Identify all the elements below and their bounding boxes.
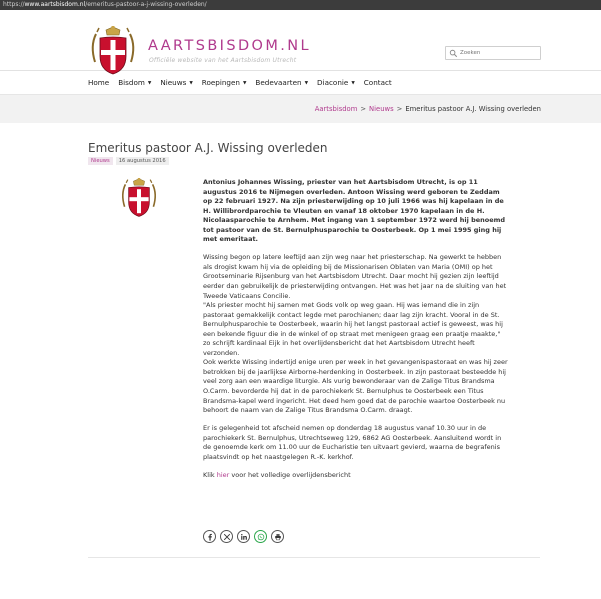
chevron-down-icon: ▼ (242, 81, 247, 86)
share-facebook-button[interactable] (203, 530, 216, 543)
article-paragraph: Ook werkte Wissing indertijd enige uren per week in het gevangenispastoraat en was hij zeer betrokken bij de jaarlijkse Airborne-herdenking in Oosterbeek. In zijn pastoraat besteedde hij veel zorg aan een waardige liturgie. Als vurig bewonderaar van de Zalige Titus Brandsma O.Carm. bevorderde hij dat in de parochiekerk St. Bernulphus te Oosterbeek een Titus Brandsma-kapel werd ingericht. Het deed hem goed dat de parochie waartoe Oosterbeek nu behoort de naam van de Zalige Titus Brandsma O.Carm. draagt. (203, 358, 508, 415)
chevron-down-icon: ▼ (304, 81, 309, 86)
facebook-icon (206, 533, 214, 541)
breadcrumb-separator: > (396, 105, 403, 113)
coat-of-arms-image-icon (119, 177, 159, 219)
search-box[interactable] (445, 46, 541, 60)
page-title: Emeritus pastoor A.J. Wissing overleden (88, 141, 328, 155)
share-linkedin-button[interactable] (237, 530, 250, 543)
chevron-down-icon: ▼ (189, 81, 193, 86)
nav-item-roepingen[interactable] (202, 71, 247, 94)
print-button[interactable] (271, 530, 284, 543)
nav-item-nieuws[interactable] (160, 71, 192, 94)
category-badge[interactable]: Nieuws (88, 157, 113, 165)
share-whatsapp-button[interactable] (254, 530, 267, 543)
coat-of-arms-logo-icon[interactable] (88, 26, 138, 76)
main-nav (0, 71, 601, 95)
url-prefix: https:// (3, 1, 25, 8)
nav-label: Contact (363, 78, 392, 87)
site-tagline: Officiële website van het Aartsbisdom Utrecht (149, 57, 297, 64)
nav-item-contact[interactable] (364, 71, 392, 94)
date-badge: 16 augustus 2016 (116, 157, 169, 165)
divider (88, 557, 540, 558)
nav-item-home[interactable] (88, 71, 109, 94)
article-body (203, 178, 509, 489)
nav-item-diaconie[interactable] (317, 71, 355, 94)
breadcrumb-home-link[interactable]: Aartsbisdom (314, 105, 358, 113)
full-notice-link[interactable]: hier (216, 470, 230, 479)
search-input[interactable] (460, 50, 530, 56)
nav-label: Bisdom (118, 78, 145, 87)
nav-label: Bedevaarten (255, 78, 302, 87)
chevron-down-icon: ▼ (147, 81, 152, 86)
print-icon (274, 533, 282, 541)
breadcrumb-section-link[interactable]: Nieuws (369, 105, 394, 113)
share-buttons (203, 530, 284, 543)
nav-item-bisdom[interactable] (118, 71, 151, 94)
article-meta (88, 157, 169, 165)
whatsapp-icon (257, 533, 265, 541)
share-x-button[interactable] (220, 530, 233, 543)
url-host: www.aartsbisdom.nl (24, 1, 86, 8)
article-paragraph: Er is gelegenheid tot afscheid nemen op donderdag 18 augustus vanaf 10.30 uur in de parochiekerk St. Bernulphus, Utrechtseweg 129, 6862 AG Oosterbeek. Aansluitend wordt in de genoemde kerk om 11.00 uur de Eucharistie ten uitvaart gevierd, waarna de begrafenis plaatsvindt op het naastgelegen R.-K. kerkhof. (203, 424, 502, 461)
breadcrumb-separator: > (360, 105, 367, 113)
chevron-down-icon: ▼ (351, 81, 355, 86)
site-name[interactable]: AARTSBISDOM.NL (148, 38, 311, 54)
x-icon (223, 533, 231, 541)
nav-item-bedevaarten[interactable] (255, 71, 308, 94)
url-path: /emeritus-pastoor-a-j-wissing-overleden/ (85, 1, 207, 8)
nav-label: Roepingen (201, 78, 240, 87)
site-header (0, 10, 601, 71)
nav-label: Diaconie (317, 78, 349, 87)
nav-label: Home (88, 78, 110, 87)
linkedin-icon (240, 533, 248, 541)
article-paragraph: Wissing begon op latere leeftijd aan zijn weg naar het priesterschap. Na gewerkt te hebben als drogist kwam hij via de opleiding bij de Missionarisen Oblaten van Maria (OMI) op het Grootseminarie Rijsenburg van het Aartsbisdom Utrecht. Daar mocht hij gezien zijn leeftijd eerder dan gebruikelijk de priesterwijding ontvangen. Het was het jaar na de sluiting van het Tweede Vaticaans Concilie. (203, 253, 507, 300)
link-suffix: voor het volledige overlijdensbericht (231, 470, 351, 479)
browser-url-bar[interactable] (0, 0, 601, 10)
search-icon[interactable] (449, 49, 458, 58)
breadcrumb-bar (0, 95, 601, 123)
article-paragraph: "Als priester mocht hij samen met Gods volk op weg gaan. Hij was iemand die in zijn pastoraat gemakkelijk contact legde met parochianen; daar lag zijn kracht. Vooral in de St. Bernulphusparochie te Oosterbeek, waarin hij het langst pastoraal actief is geweest, was hij een bekende figuur die in de winkel of op straat met menigeen graag een praatje maakte," zo schrijft kardinaal Eijk in het overlijdensbericht dat het Aartsbisdom Utrecht heeft verzonden. (203, 301, 503, 357)
breadcrumb-current: Emeritus pastoor A.J. Wissing overleden (405, 105, 541, 113)
article-lead: Antonius Johannes Wissing, priester van het Aartsbisdom Utrecht, is op 11 augustus 2016 te Nijmegen overleden. Antoon Wissing werd geboren te Zeddam op 22 februari 1927. Na zijn priesterwijding op 10 juli 1966 was hij kapelaan in de H. Willibrordparochie te Vleuten en vanaf 18 oktober 1970 kapelaan in de H. Nicolaasparochie te Arnhem. Met ingang van 1 september 1972 werd hij benoemd tot pastoor van de St. Bernulphusparochie te Oosterbeek. Op 1 mei 1995 ging hij met emeritaat. (203, 178, 506, 244)
link-prefix: Klik (203, 470, 215, 479)
breadcrumb (315, 95, 541, 123)
nav-label: Nieuws (160, 78, 187, 87)
